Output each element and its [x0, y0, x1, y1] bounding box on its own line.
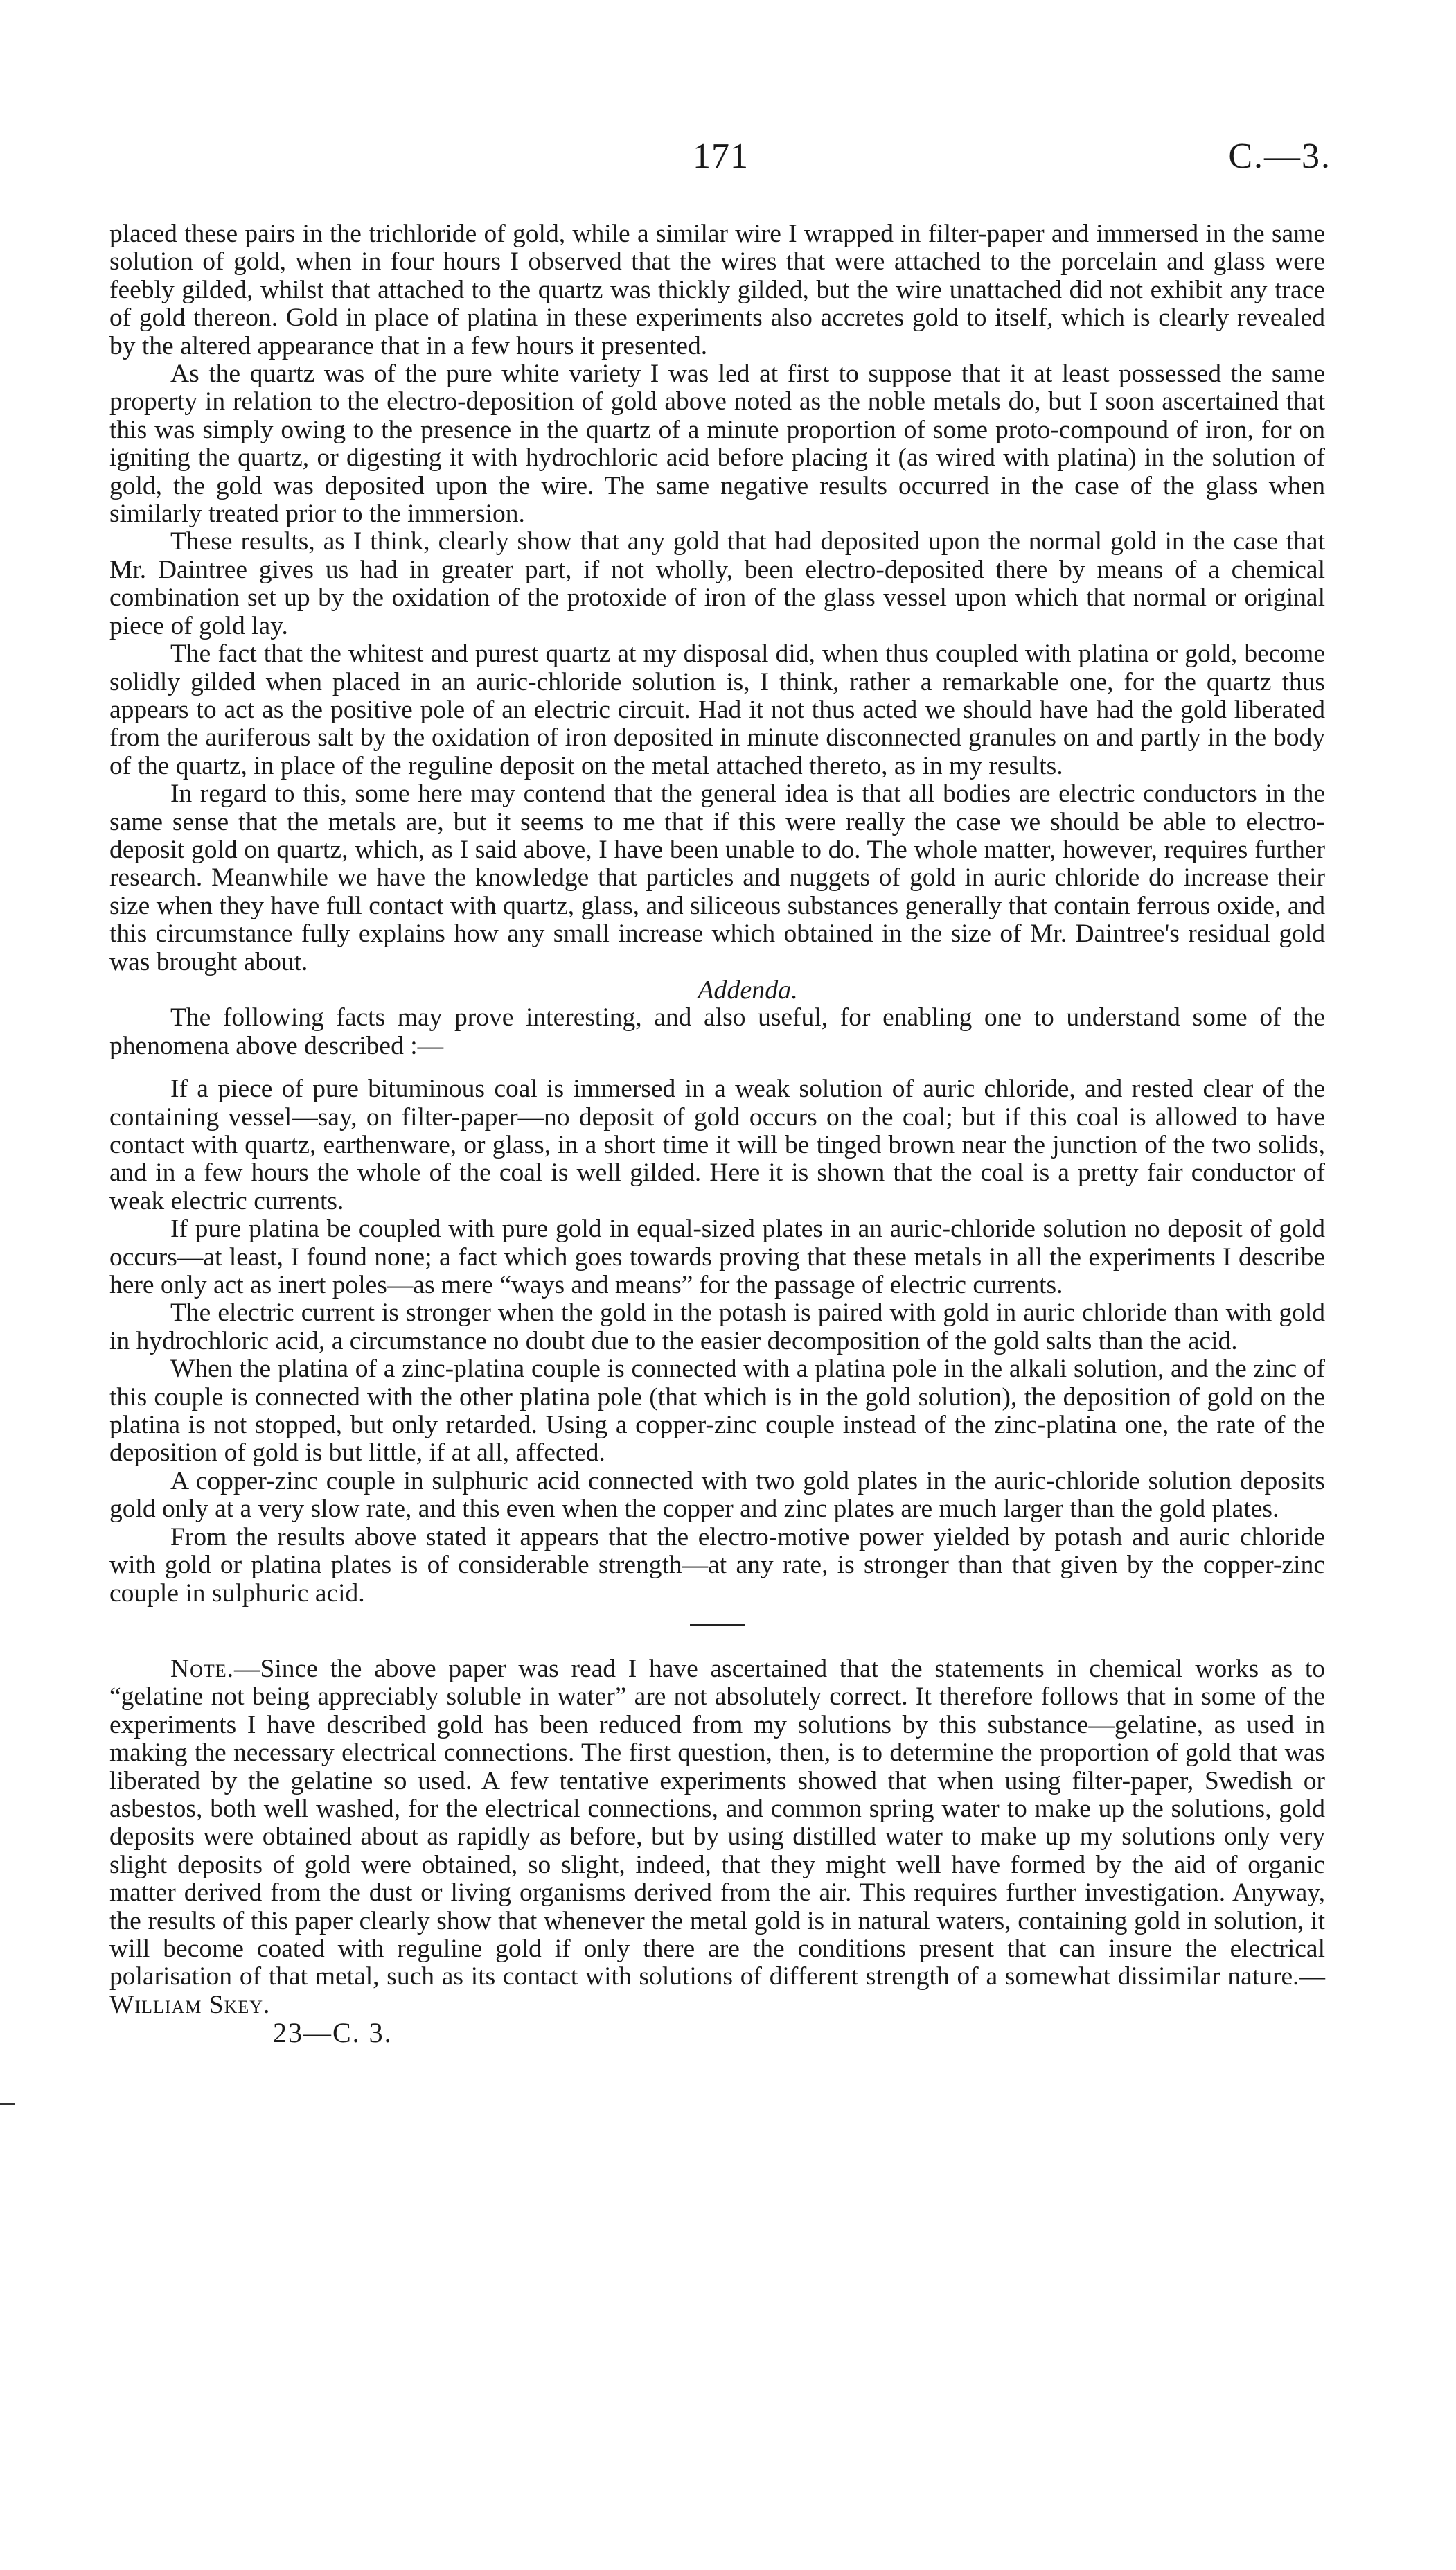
paragraph: These results, as I think, clearly show that any gold that had deposited upon the normal gold in the case that Mr. Daintree gives us had in greater part, if not wholly, been electro-deposited there by means of a chemical combination set up by the oxidation of the protoxide of iron of the glass vessel upon which that normal or original piece of gold lay.	[109, 527, 1325, 640]
document-reference: C.—3.	[1228, 137, 1331, 176]
note-label: Note.	[170, 1654, 234, 1683]
paragraph: The following facts may prove interesting, and also useful, for enabling one to understand some of the phenomena above described :—	[109, 1003, 1325, 1060]
footer-reference: 23—C. 3.	[273, 2017, 393, 2049]
paragraph: The fact that the whitest and purest quartz at my disposal did, when thus coupled with platina or gold, become solidly gilded when placed in an auric-chloride solution is, I think, rather a remarkable one, for the quartz thus appears to act as the positive pole of an electric circuit. Had it not thus acted we should have had the gold liberated from the auriferous salt by the oxidation of iron deposited in minute disconnected granules on and partly in the body of the quartz, in place of the reguline deposit on the metal attached thereto, as in my results.	[109, 640, 1325, 780]
paragraph: If a piece of pure bituminous coal is immersed in a weak solution of auric chloride, and rested clear of the containing vessel—say, on filter-paper—no deposit of gold occurs on the coal; but if this coal is allowed to have contact with quartz, earthenware, or glass, in a short time it will be tinged brown near the junction of the two solids, and in a few hours the whole of the coal is well gilded. Here it is shown that the coal is a pretty fair conductor of weak electric currents.	[109, 1075, 1325, 1215]
section-divider	[690, 1624, 745, 1626]
paragraph: placed these pairs in the trichloride of gold, while a similar wire I wrapped in filter-paper and immersed in the same solution of gold, when in four hours I observed that the wires that were attached to the porcelain and glass were feebly gilded, whilst that attached to the quartz was thickly gilded, but the wire unattached did not exhibit any trace of gold thereon. Gold in place of platina in these experiments also accretes gold to itself, which is clearly revealed by the altered appearance that in a few hours it presented.	[109, 220, 1325, 360]
spacer	[109, 1060, 1325, 1075]
paragraph: In regard to this, some here may contend that the general idea is that all bodies are electric conductors in the same sense that the metals are, but it seems to me that if this were really the case we should be able to electro-deposit gold on quartz, which, as I said above, I have been unable to do. The whole matter, however, requires further research. Meanwhile we have the knowledge that particles and nuggets of gold in auric chloride do increase their size when they have full contact with quartz, glass, and siliceous substances generally that contain ferrous oxide, and this circumstance fully explains how any small increase which obtained in the size of Mr. Daintree's residual gold was brought about.	[109, 780, 1325, 976]
note-author: William Skey.	[109, 1990, 271, 2019]
page-number: 171	[693, 137, 749, 176]
paragraph: As the quartz was of the pure white variety I was led at first to suppose that it at least possessed the same property in relation to the electro-deposition of gold above noted as the noble metals do, but I soon ascertained that this was simply owing to the presence in the quartz of a minute proportion of some proto-compound of iron, for on igniting the quartz, or digesting it with hydrochloric acid before placing it (as wired with platina) in the solution of gold, the gold was deposited upon the wire. The same negative results occurred in the case of the glass when similarly treated prior to the immersion.	[109, 360, 1325, 529]
margin-mark	[0, 2103, 15, 2105]
document-body	[109, 220, 1325, 2048]
paragraph: The electric current is stronger when the gold in the potash is paired with gold in auric chloride than with gold in hydrochloric acid, a circumstance no doubt due to the easier decomposition of the gold salts than the acid.	[109, 1299, 1325, 1355]
note-text: —Since the above paper was read I have ascertained that the statements in chemical works as to “gelatine not being appreciably soluble in water” are not absolutely correct. It therefore follows that in some of the experiments I have described gold has been reduced from my solutions by this substance—gelatine, as used in making the necessary electrical connections. The first question, then, is to determine the proportion of gold that was liberated by the gelatine so used. A few tentative experiments showed that when using filter-paper, Swedish or asbestos, both well washed, for the electrical connections, and common spring water to make up the solutions, gold deposits were obtained about as rapidly as before, but by using distilled water to make up my solutions only very slight deposits of gold were obtained, so slight, indeed, that they might well have formed by the aid of organic matter derived from the dust or living organisms derived from the air. This requires further investigation. Anyway, the results of this paper clearly show that whenever the metal gold is in natural waters, containing gold in solution, it will become coated with reguline gold if only there are the conditions present that can insure the electrical polarisation of that metal, such as its contact with solutions of different strength of a somewhat dissimilar nature.—	[109, 1654, 1325, 1991]
note-paragraph	[109, 1655, 1325, 2019]
paragraph: If pure platina be coupled with pure gold in equal-sized plates in an auric-chloride solution no deposit of gold occurs—at least, I found none; a fact which goes towards proving that these metals in all the experiments I describe here only act as inert poles—as mere “ways and means” for the passage of electric currents.	[109, 1215, 1325, 1300]
paragraph: A copper-zinc couple in sulphuric acid connected with two gold plates in the auric-chloride solution deposits gold only at a very slow rate, and this even when the copper and zinc plates are much larger than the gold plates.	[109, 1466, 1325, 1524]
paragraph: From the results above stated it appears that the electro-motive power yielded by potash and auric chloride with gold or platina plates is of considerable strength—at any rate, is stronger than that given by the copper-zinc couple in sulphuric acid.	[109, 1522, 1325, 1608]
paragraph: When the platina of a zinc-platina couple is connected with a platina pole in the alkali solution, and the zinc of this couple is connected with the other platina pole (that which is in the gold solution), the deposition of gold on the platina is not stopped, but only retarded. Using a copper-zinc couple instead of the zinc-platina one, the rate of the deposition of gold is but little, if at all, affected.	[109, 1355, 1325, 1468]
page-header	[0, 136, 1456, 184]
addenda-heading: Addenda.	[698, 975, 798, 1005]
